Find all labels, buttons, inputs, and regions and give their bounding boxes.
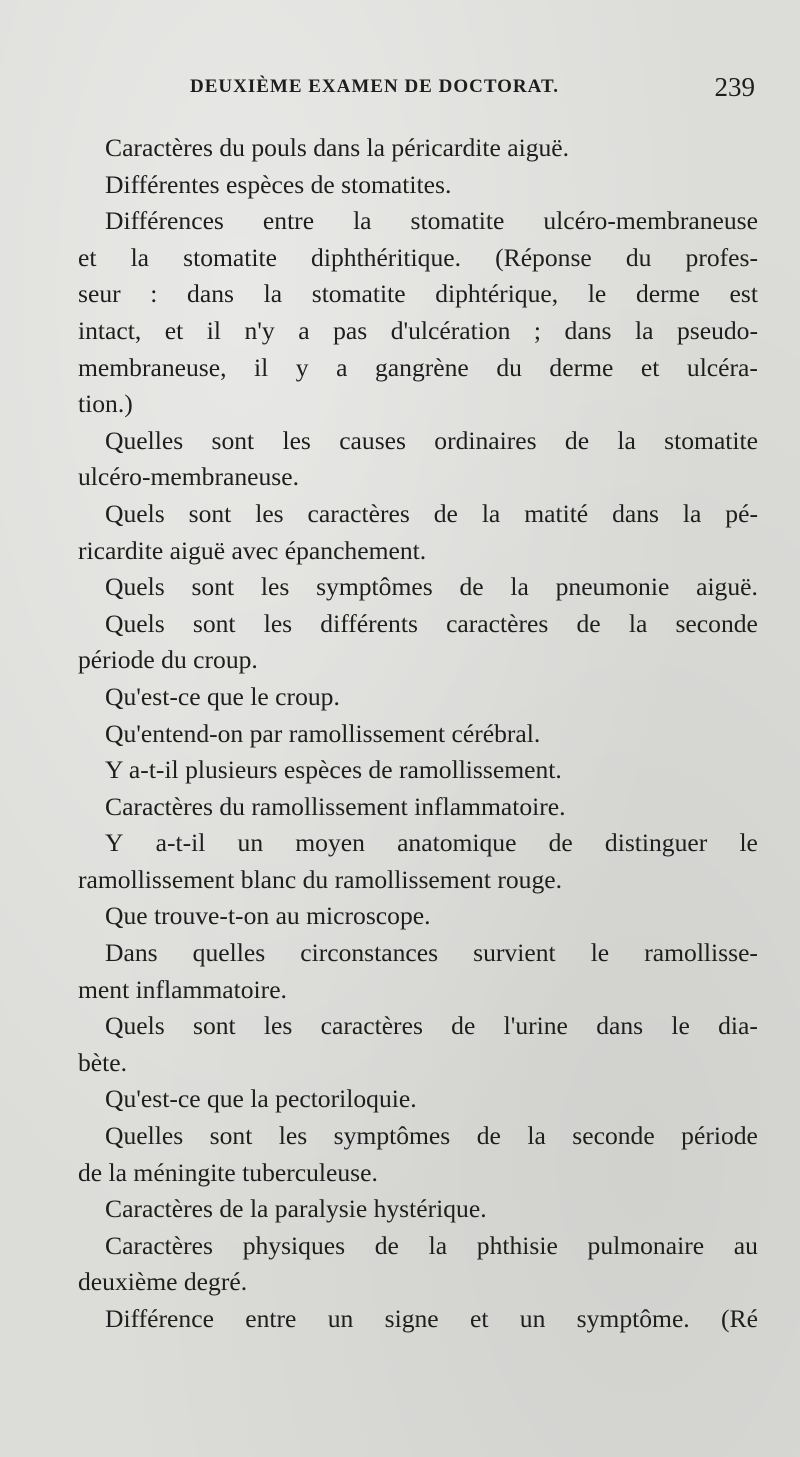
text-line: Différentes espèces de stomatites. [105,169,452,199]
word: Dans [105,938,158,968]
page-number: 239 [714,72,755,102]
word: symptôme. [576,1304,690,1333]
word: les [282,425,311,455]
word: profes- [685,242,758,272]
running-title: DEUXIÈME EXAMEN DE DOCTORAT. [190,76,559,97]
word: est [729,279,758,309]
word: Différences [105,206,224,236]
word: pas [333,315,368,345]
word: anatomique [397,828,517,858]
word: le [587,279,607,309]
word: dans [612,498,659,528]
text-line: ramollissement blanc du ramollissement rouge. [78,864,563,894]
word: caractères [446,608,549,638]
word: Quels [105,608,165,638]
word: ulcéra- [686,352,758,382]
text-line: bète. [78,1047,128,1077]
text-line: Que trouve-t-on au microscope. [105,901,431,931]
word: dans [596,1011,644,1041]
word: matité [524,498,589,528]
word: de [451,1011,476,1041]
word: pulmonaire [587,1230,705,1260]
word: stomatite [183,242,277,272]
word: dia- [718,1011,758,1041]
word: et [640,352,660,382]
text-line: Qu'est-ce que la pectoriloquie. [105,1084,417,1114]
text-line: période du croup. [78,645,258,675]
word: entre [262,206,315,236]
word: sont [191,572,235,602]
word: les [278,1121,308,1151]
word: de [476,1121,501,1151]
word: circonstances [300,938,439,968]
text-line: Qu'entend-on par ramollissement cérébral. [105,718,541,748]
word: (Réponse [495,242,592,272]
text-line [78,203,758,240]
word: la [510,572,529,602]
word: a [298,315,310,345]
word: un [327,1304,354,1333]
word: sont [192,608,236,638]
running-head [190,72,755,104]
word: stomatite [311,279,406,309]
word: symptômes [316,572,433,602]
word: (Ré [721,1304,758,1333]
word: physiques [242,1230,346,1260]
word: causes [339,425,406,455]
word: la [634,315,654,345]
word: sont [211,425,255,455]
word: la [481,498,501,528]
word: symptômes [333,1121,451,1151]
word: ramollisse- [644,938,758,968]
body-text [78,130,758,1338]
word: sont [192,1011,236,1041]
text-line: deuxième degré. [78,1267,248,1297]
word: de [459,572,484,602]
word: stomatite [410,206,505,236]
word: de [374,1230,399,1260]
word: derme [635,279,700,309]
word: y [295,352,309,382]
word: derme [549,352,614,382]
word: la [428,1230,448,1260]
word: les [263,1011,293,1041]
text-line: Caractères du pouls dans la péricardite aiguë. [105,133,570,162]
text-line [78,1228,758,1265]
word: seur [78,279,121,309]
word: diphtérique, [435,279,559,309]
text-line: de la méningite tuberculeuse. [78,1157,378,1187]
word: stomatite [664,425,758,455]
word: moyen [295,828,365,858]
word: et [164,315,184,345]
word: sont [209,1121,253,1151]
word: seconde [572,1121,655,1151]
word: caractères [307,498,410,528]
word: seconde [675,608,758,638]
word: Quelles [105,1121,184,1151]
word: ; [533,315,542,345]
word: Quelles [105,425,184,455]
word: la [130,242,150,272]
word: pé- [725,498,758,528]
text-line: ricardite aiguë avec épanchement. [78,535,427,565]
word: la [617,425,636,455]
word: il [254,352,269,382]
word: du [496,352,522,382]
word: la [682,498,702,528]
word: d'ulcération [390,315,511,345]
text-line [78,423,758,460]
text-line: Caractères de la paralysie hystérique. [105,1194,487,1224]
word: l'urine [503,1011,568,1041]
word: dans [187,279,234,309]
word: Quels [105,1011,165,1041]
word: entre [245,1304,297,1333]
word: pneumonie [555,572,670,602]
word: diphthéritique. [311,242,462,272]
word: ulcéro-membraneuse [543,206,758,236]
word: de [548,828,573,858]
text-line: Caractères du ramollissement inflammatoire. [105,791,566,821]
word: au [733,1230,758,1260]
text-line [78,350,758,387]
text-line [78,935,758,972]
word: distinguer [604,828,708,858]
word: la [353,206,372,236]
word: : [150,279,158,309]
word: sont [188,498,232,528]
word: signe [384,1304,439,1333]
word: dans [564,315,612,345]
text-line: Qu'est-ce que le croup. [105,681,340,711]
word: quelles [192,938,266,968]
word: le [671,1011,690,1041]
word: intact, [78,315,142,345]
word: les [263,608,293,638]
word: différents [320,608,418,638]
word: du [625,242,652,272]
word: de [576,608,601,638]
text-line [78,276,758,313]
word: a-t-il [155,828,206,858]
word: il [206,315,221,345]
word: aiguë. [696,572,758,602]
text-line [78,313,758,350]
word: et [469,1304,489,1333]
word: la [628,608,648,638]
word: pseudo- [676,315,758,345]
word: le [739,828,758,858]
text-line [78,1008,758,1045]
text-line: ulcéro-membraneuse. [78,462,299,492]
word: la [263,279,283,309]
word: un [237,828,264,858]
word: Y [105,828,124,858]
word: n'y [244,315,275,345]
text-line: tion.) [78,389,133,419]
word: de [433,498,458,528]
word: les [260,572,290,602]
word: gangrène [375,352,469,382]
word: membraneuse, [78,352,227,382]
word: un [519,1304,546,1333]
word: et [78,242,97,272]
word: la [527,1121,546,1151]
text-line [78,606,758,643]
word: survient [473,938,556,968]
word: caractères [320,1011,423,1041]
text-line [78,569,758,606]
text-line [78,825,758,862]
text-line [78,496,758,533]
word: Quels [105,498,165,528]
word: de [564,425,590,455]
word: phthisie [476,1230,558,1260]
text-line [78,1118,758,1155]
word: période [681,1121,758,1151]
word: le [590,938,610,968]
word: les [255,498,284,528]
word: Caractères [105,1230,213,1260]
text-line: ment inflammatoire. [78,974,287,1004]
word: a [336,352,348,382]
text-line: Y a-t-il plusieurs espèces de ramollissement. [105,755,562,785]
word: Différence [105,1304,214,1333]
text-line [78,1301,758,1338]
word: Quels [105,572,165,602]
text-line [78,240,758,277]
word: ordinaires [434,425,537,455]
